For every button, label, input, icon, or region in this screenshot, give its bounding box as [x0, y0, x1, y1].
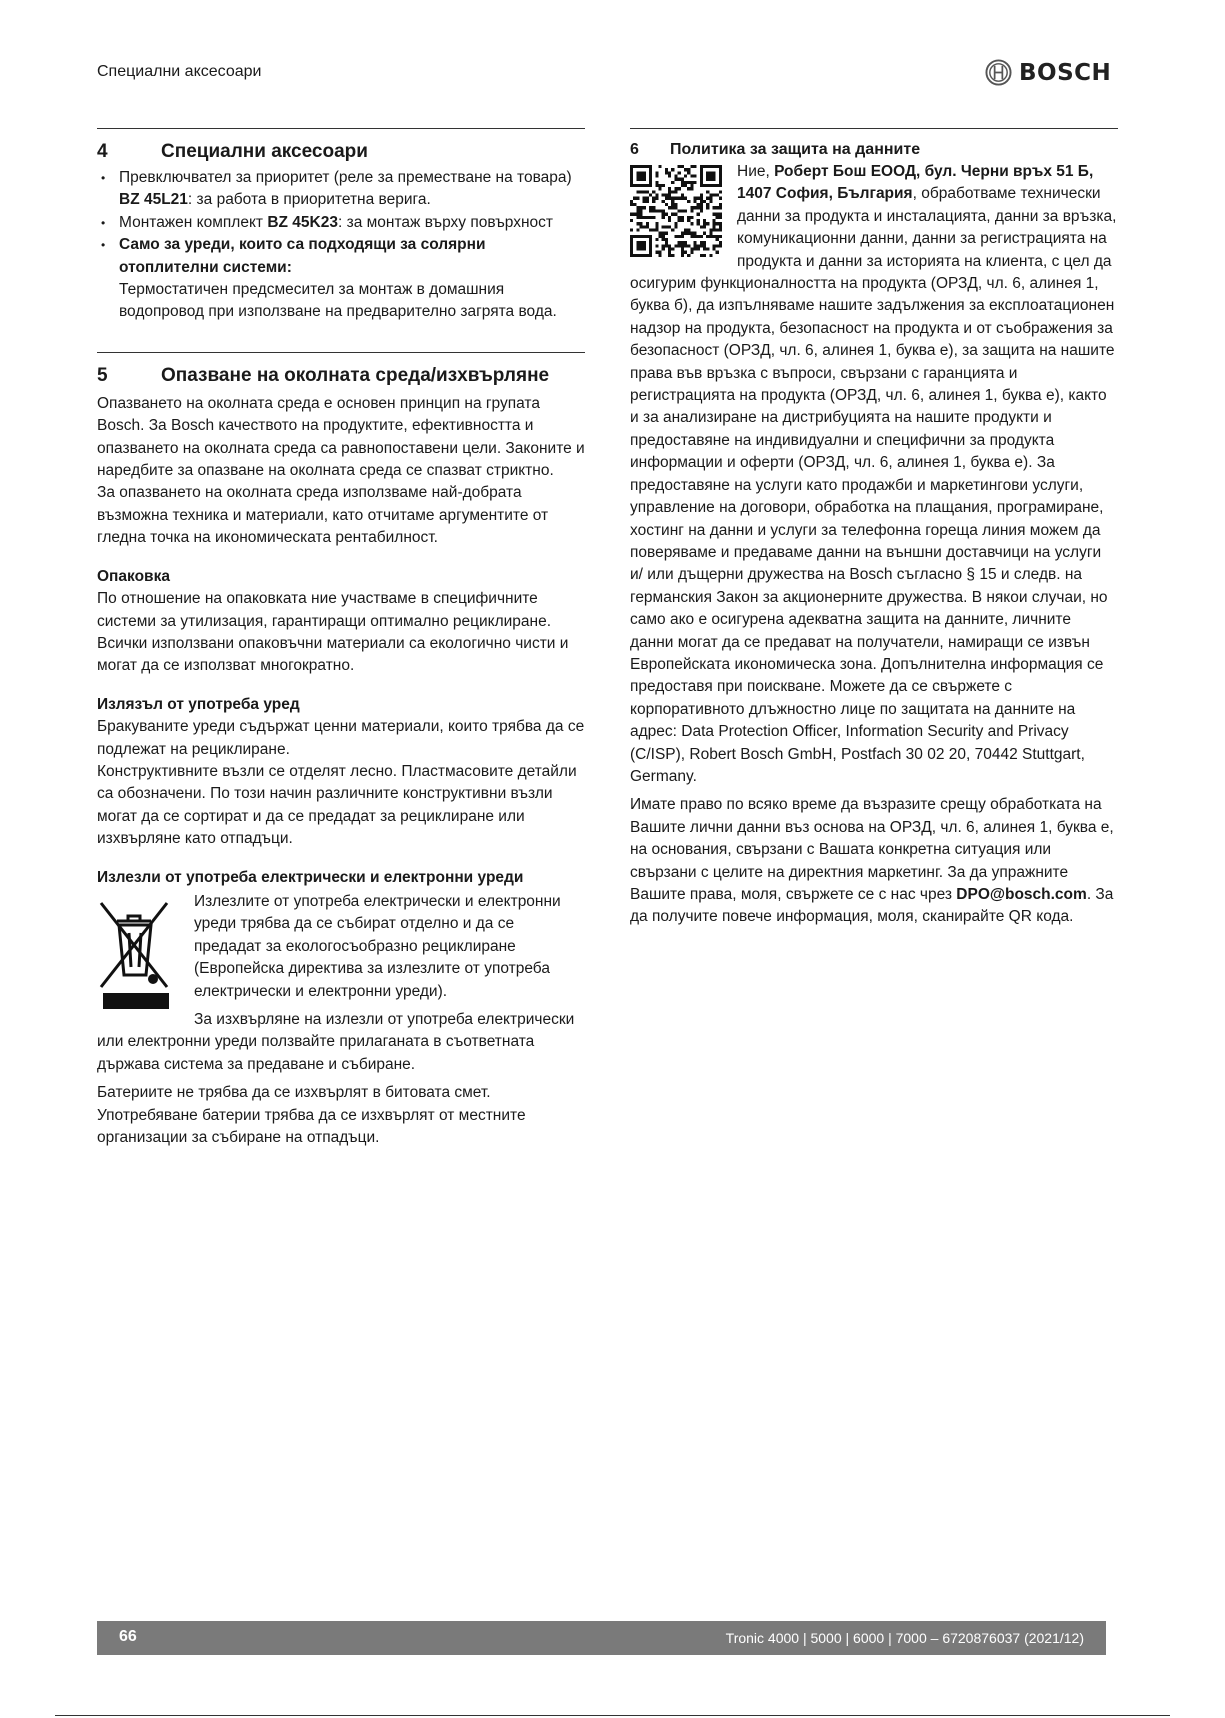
brand-name: BOSCH — [1019, 59, 1112, 86]
packaging-text: По отношение на опаковката ние участваме в специфичните системи за утилизация, гарантиращи оптимално рециклиране. Всички използвани опаковъчни материали са екологично чисти и могат да се използват многократно. — [97, 590, 569, 675]
old-unit-text-1: Бракуваните уреди съдържат ценни материали, които трябва да се подлежат на рециклиране. — [97, 718, 585, 758]
section-5-title: Опазване на околната среда/изхвърляне — [161, 364, 550, 386]
section-6-title: Политика за защита на данните — [670, 141, 921, 158]
environment-intro-2: За опазването на околната среда използваме най-добрата възможна техника и материали, като отчитаме аргументите от гледна точка на икономическата рентабилност. — [97, 484, 549, 547]
section-4-heading — [97, 139, 585, 165]
section-6-number: 6 — [630, 141, 639, 158]
list-item: • Монтажен комплект BZ 45K23: за монтаж върху повърхност — [97, 212, 585, 234]
section-6-rule — [630, 128, 1118, 129]
dpo-email-link[interactable]: DPO@bosch.com — [956, 886, 1087, 903]
page-number: 66 — [119, 1628, 137, 1645]
packaging-heading: Опаковка — [97, 567, 170, 585]
old-unit-heading: Излязъл от употреба уред — [97, 695, 300, 713]
accessories-list — [97, 167, 585, 279]
list-item: • Само за уреди, които са подходящи за солярни отоплителни системи: — [97, 234, 585, 279]
running-header: Специални аксесоари — [97, 63, 262, 80]
section-4-number: 4 — [97, 141, 108, 162]
section-4-title: Специални аксесоари — [161, 141, 368, 162]
environment-intro-1: Опазването на околната среда е основен принцип на групата Bosch. За Bosch качеството на продуктите, ефективността и опазването на околната среда са равнопоставени цели. Законите и наредбите за опазване на околната среда се спазват стриктно. — [97, 394, 585, 480]
section-5-heading — [97, 363, 585, 389]
old-unit-text-2: Конструктивните възли се отделят лесно. Пластмасовите детайли са обозначени. По този начин различните конструктивни възли могат да се сортират и да се предадат за рециклиране или изхвърляне като отпадъци. — [97, 762, 577, 848]
section-5-number: 5 — [97, 364, 108, 386]
privacy-text-2: Имате право по всяко време да възразите срещу обработката на Вашите лични данни въз основа на ОРЗД, чл. 6, алинея 1, буква е, на основания, свързани с Вашата конкретна ситуация или свързани с целите на директния маркетинг. За да упражните Вашите права, моля, свържете се с нас чрез DPO@bosch.com. За да получите повече информация, моля, сканирайте QR кода. — [630, 796, 1114, 926]
footer-bar — [97, 1621, 1106, 1655]
section-5-rule — [97, 352, 585, 353]
privacy-text-1: Ние, Роберт Бош ЕООД, бул. Черни връх 51 Б, 1407 София, България, обработваме технически данни за продукта и инсталацията, данни за връзка, комуникационни данни, данни за регистрацията на продукта и данни за историята на клиента, с цел да осигурим функционалността на продукта (ОРЗД, чл. 6, алинея 1, буква б), да изпълняваме нашите задължения за експлоатационен надзор на продукта, безопасност на продукта и от съображения за безопасност (ОРЗД, чл. 6, алинея 1, буква е), за защита на нашите права във връзка с въпроси, свързани с гаранцията и регистрацията на продукта (ОРЗД, чл. 6, алинея 1, буква е), както и за анализиране на дистрибуцията на нашите продукти и предоставяне на индивидуални и специфични за продукта информации и оферти (ОРЗД, чл. 6, алинея 1, буква е). За предоставяне на услуги като продажби и маркетингови услуги, управление на договори, обработка на плащания, програмиране, хостинг на данни и услуги за телефонна гореща линия можем да поверяваме и предаваме данни на външни доставчици на услуги и/ или дъщерни дружества на Bosch съгласно § 15 и следв. на германския Закон за акционерните дружества. В някои случаи, но само ако е осигурена адекватна защита на данните, личните данни могат да се предават на получатели, намиращи се извън Европейската икономическа зона. Допълнителна информация се предоставя при поискване. Можете да се свържете с корпоративното длъжностно лице по защитата на данните на адрес: Data Protection Officer, Information Security and Privacy (C/ISP), Robert Bosch GmbH, Postfach 30 02 20, 70442 Stuttgart, Germany. — [630, 163, 1117, 785]
solar-note: Термостатичен предсмесител за монтаж в домашния водопровод при използване на предварително загрята вода. — [119, 281, 557, 321]
crossed-bin-icon — [97, 895, 173, 1013]
bottom-rule — [55, 1715, 1170, 1716]
weee-heading: Излезли от употреба електрически и електронни уреди — [97, 868, 524, 886]
weee-text-1: Излезлите от употреба електрически и електронни уреди трябва да се събират отделно и да се предадат за екологосъобразно рециклиране (Европейска директива за излезлите от употреба електрически и електронни уреди). — [194, 892, 561, 1000]
weee-block — [97, 891, 585, 1076]
section-4-rule — [97, 128, 585, 129]
bosch-armature-icon — [985, 59, 1012, 86]
battery-text: Батериите не трябва да се изхвърлят в битовата смет. Употребяване батерии трябва да се изхвърлят от местните организации за събиране на отпадъци. — [97, 1084, 526, 1147]
weee-text-2: За изхвърляне на излезли от употреба електрически или електронни уреди ползвайте прилаганата в съответната държава система за предаване и събиране. — [97, 1011, 575, 1073]
section-6-heading — [630, 139, 1118, 161]
left-column — [97, 128, 585, 1149]
right-column — [630, 128, 1118, 929]
list-item: • Превключвател за приоритет (реле за преместване на товара) BZ 45L21: за работа в приоритетна верига. — [97, 167, 585, 212]
document-id: Tronic 4000 | 5000 | 6000 | 7000 – 6720876037 (2021/12) — [725, 1630, 1084, 1646]
bosch-logo — [985, 59, 1111, 86]
qr-code-icon[interactable] — [630, 165, 722, 257]
